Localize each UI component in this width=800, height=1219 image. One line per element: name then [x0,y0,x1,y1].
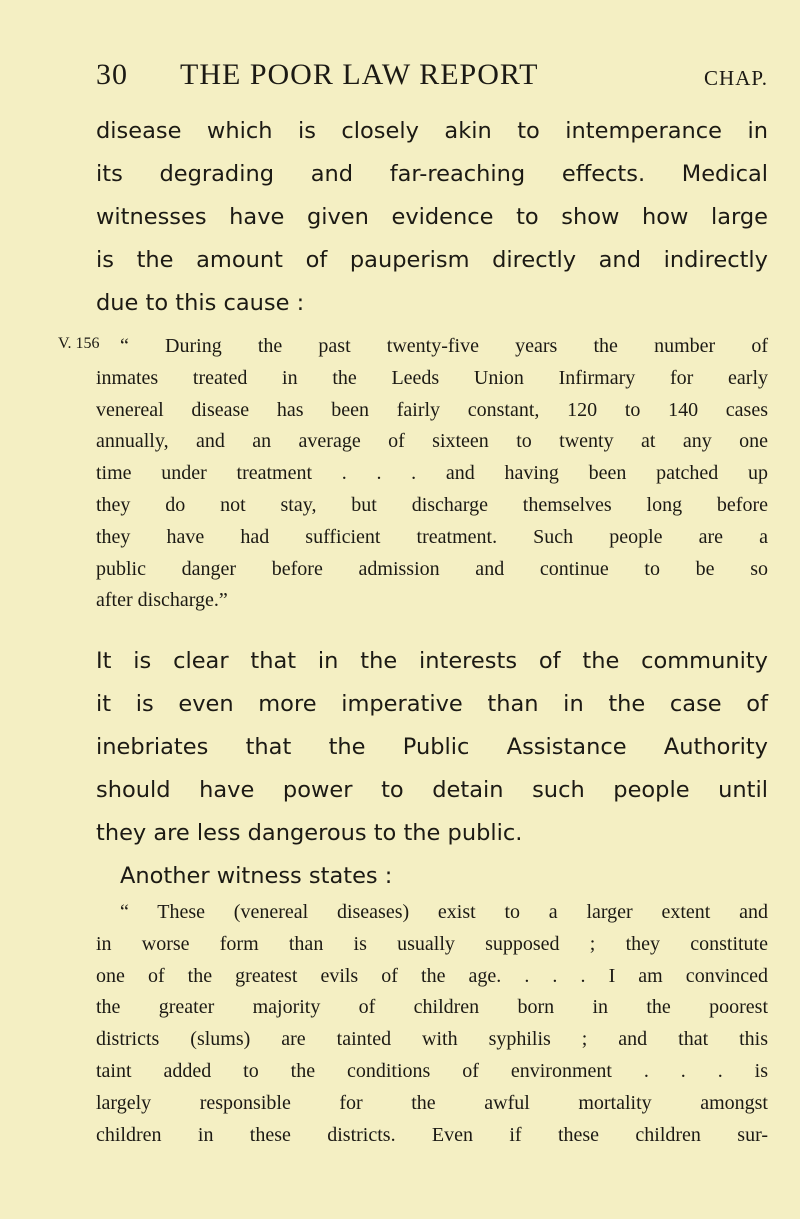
quote-line: public danger before admission and continue to be so [96,557,768,580]
paragraph-line: they are less dangerous to the public. [96,820,523,846]
paragraph-line: its degrading and far-reaching effects. Medical [96,161,768,187]
paragraph-1 [96,110,768,325]
quote-line: they have had sufficient treatment. Such people are a [96,525,768,548]
quote-line: one of the greatest evils of the age. . . . I am convinced [96,964,768,987]
paragraph-line: inebriates that the Public Assistance Authority [96,734,768,760]
quote-line: inmates treated in the Leeds Union Infirmary for early [96,366,768,389]
paragraph-2 [96,640,768,898]
quote-line: they do not stay, but discharge themselves long before [96,493,768,516]
paragraph-line: Another witness states : [120,863,393,889]
quote-line: in worse form than is usually supposed ; they constitute [96,932,768,955]
chapter-label: CHAP. [704,66,768,90]
margin-reference: V. 156 [58,335,100,352]
quote-line: the greater majority of children born in the poorest [96,996,768,1019]
quote-line: children in these districts. Even if these children sur- [96,1123,768,1146]
quote-line: time under treatment . . . and having been patched up [96,462,768,485]
quote-line: “ During the past twenty-five years the number of [120,335,768,357]
quote-line: taint added to the conditions of environment . . . is [96,1059,768,1082]
paragraph-line: is the amount of pauperism directly and indirectly [96,247,768,273]
page-number: 30 [96,58,128,91]
running-title: THE POOR LAW REPORT [180,58,539,91]
running-header [96,58,768,98]
paragraph-line: disease which is closely akin to intemperance in [96,118,768,144]
paragraph-line: witnesses have given evidence to show how large [96,204,768,230]
paragraph-line: it is even more imperative than in the case of [96,691,768,717]
paragraph-line: due to this cause : [96,290,305,316]
quote-line: venereal disease has been fairly constant, 120 to 140 cases [96,398,768,421]
quote-line: districts (slums) are tainted with syphilis ; and that this [96,1028,768,1051]
paragraph-line: It is clear that in the interests of the community [96,648,768,674]
quote-line: “ These (venereal diseases) exist to a larger extent and [120,901,768,923]
quote-line: after discharge.” [96,589,228,612]
quotation-2 [96,897,768,1151]
quote-line: annually, and an average of sixteen to twenty at any one [96,430,768,453]
quotation-1 [96,331,768,617]
quote-line: largely responsible for the awful mortality amongst [96,1091,768,1114]
paragraph-line: should have power to detain such people until [96,777,768,803]
